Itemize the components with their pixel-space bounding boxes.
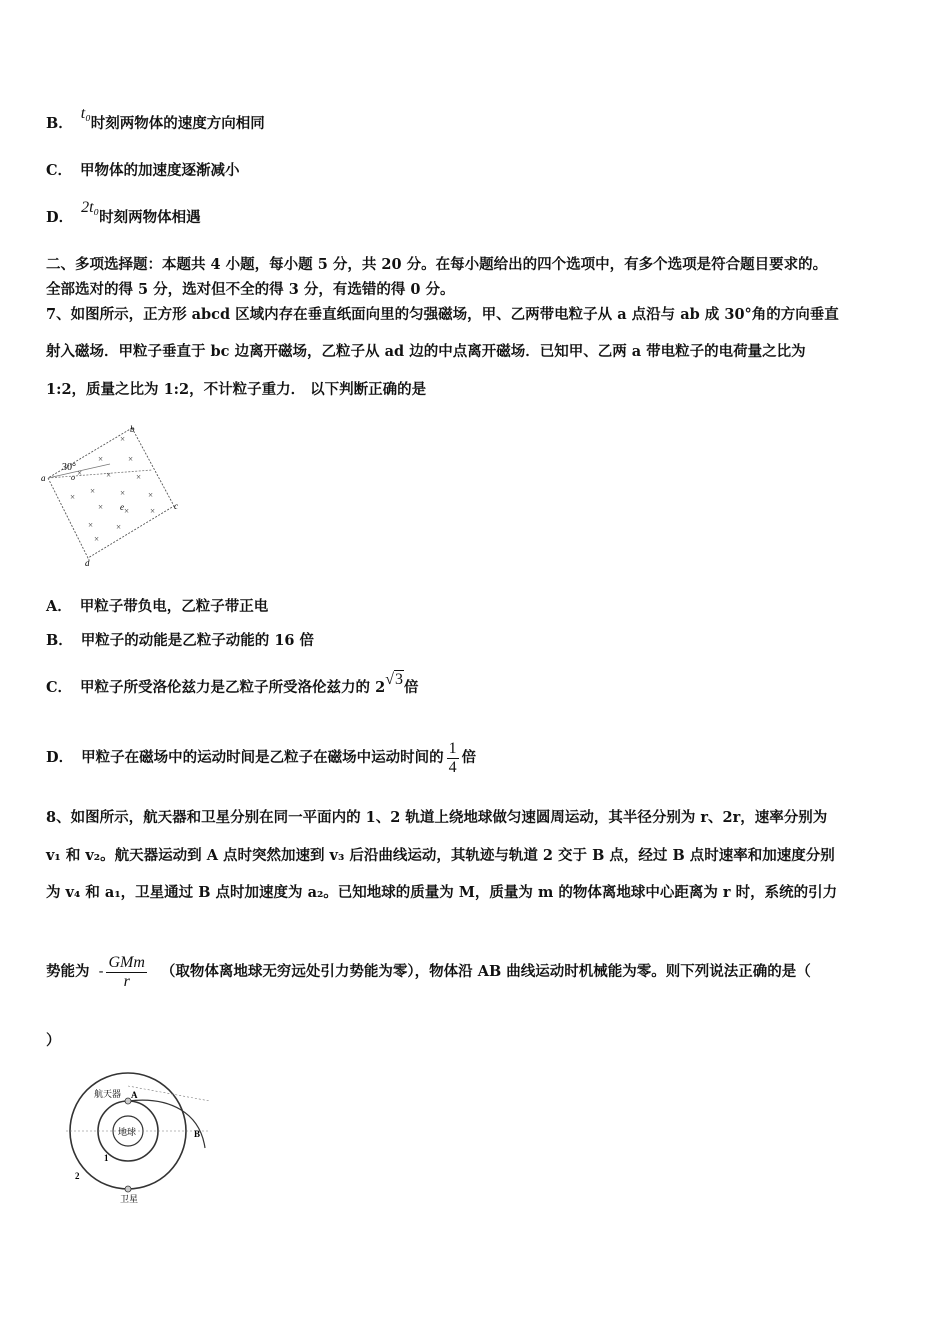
q7-square-field-figure [40,418,190,568]
option-tail: 倍 [403,679,419,696]
label-A: A [131,1090,138,1100]
q6-option-d [46,199,201,228]
label-angle: 30° [62,462,76,473]
option-label: A． [46,598,72,615]
label-spacecraft: 航天器 [94,1089,122,1099]
q8-line4 [46,944,811,1000]
label-a: a [41,473,46,483]
q8-line2: v₁ 和 v₂。航天器运动到 A 点时突然加速到 v₃ 后沿曲线运动，其轨迹与轨道 2 交于 B 点，经过 B 点时速率和加速度分别 [46,847,835,864]
label-satellite: 卫星 [120,1194,139,1204]
cross-mark: × [148,490,154,500]
label-c: c [174,501,178,511]
option-label: C． [46,679,73,696]
q7-line2: 射入磁场．甲粒子垂直于 bc 边离开磁场，乙粒子从 ad 边的中点离开磁场．已知甲、乙两 a 带电粒子的电荷量之比为 [46,343,806,360]
q8-line5: ） [46,1032,61,1049]
label-d: d [85,558,90,568]
fraction-denominator: r [123,972,130,990]
option-text: 甲物体的加速度逐渐减小 [80,162,240,179]
label-b: b [130,424,135,434]
label-orbit1: 1 [104,1153,109,1163]
cross-mark: × [124,506,130,516]
section2-line1: 二、多项选择题：本题共 4 小题，每小题 5 分，共 20 分。在每小题给出的四个选项中，有多个选项是符合题目要求的。 [46,256,828,273]
option-text: 甲粒子的动能是乙粒子动能的 16 倍 [80,632,315,649]
cross-mark: × [98,502,104,512]
q8-line3: 为 v₄ 和 a₁，卫星通过 B 点时加速度为 a₂。已知地球的质量为 M，质量为 m 的物体离地球中心距离为 r 时，系统的引力 [46,884,838,901]
q6-option-b [46,105,265,134]
q7-option-d [46,730,476,786]
label-orbit2: 2 [75,1171,80,1181]
q6-option-c [46,161,240,181]
q8-orbit-figure [60,1068,220,1208]
sqrt-radicand: 3 [394,671,403,688]
section2-line2: 全部选对的得 5 分，选对但不全的得 3 分，有选错的得 0 分。 [46,281,455,298]
option-text: 时刻两物体的速度方向相同 [90,115,265,132]
cross-mark: × [128,454,134,464]
q8-line1: 8、如图所示，航天器和卫星分别在同一平面内的 1、2 轨道上绕地球做匀速圆周运动，其半径分别为 r、2r，速率分别为 [46,809,828,826]
cross-mark: × [150,506,156,516]
fraction-numerator: GMm [108,953,145,971]
line4-post: （取物体离地球无穷远处引力势能为零），物体沿 AB 曲线运动时机械能为零。则下列说法正确的是（ [160,963,811,980]
minus-sign: - [98,964,104,980]
cross-mark: × [90,486,96,496]
cross-mark: × [98,454,104,464]
option-label: C． [46,162,73,179]
q7-option-b [46,631,314,651]
fraction-denominator: 4 [448,758,457,776]
option-label: B． [46,115,73,132]
option-text: 甲粒子在磁场中的运动时间是乙粒子在磁场中运动时间的 [81,749,444,766]
cross-mark: × [77,468,83,478]
label-B: B [194,1129,201,1139]
q7-option-c [46,671,419,698]
sqrt-expr: √3 [385,671,403,688]
option-label: B． [46,632,73,649]
option-text: 甲粒子带负电，乙粒子带正电 [79,598,269,615]
option-tail: 倍 [461,749,477,766]
option-text: 时刻两物体相遇 [99,209,201,226]
cross-mark: × [120,434,126,444]
q7-option-a [46,597,268,617]
option-label: D． [46,749,74,766]
cross-mark: × [88,520,94,530]
q7-line1: 7、如图所示，正方形 abcd 区域内存在垂直纸面向里的匀强磁场，甲、乙两带电粒子从 a 点沿与 ab 成 30°角的方向垂直 [46,306,839,323]
cross-mark: × [70,492,76,502]
cross-mark: × [136,472,142,482]
fraction-numerator: 1 [448,739,457,757]
option-text: 甲粒子所受洛伦兹力是乙粒子所受洛伦兹力的 2 [80,679,386,696]
line4-pre: 势能为 [46,963,90,980]
label-e: e [120,502,124,512]
math-2t0: 2t₀ [81,199,100,216]
cross-mark: × [116,522,122,532]
potential-fraction [106,954,146,991]
q7-line3: 1:2，质量之比为 1:2，不计粒子重力． 以下判断正确的是 [46,381,427,398]
option-label: D． [46,209,74,226]
math-t0: t₀ [80,105,91,122]
cross-mark: × [106,470,112,480]
label-o: o [71,473,75,482]
fraction [447,740,459,777]
cross-mark: × [94,534,100,544]
label-earth: 地球 [118,1127,137,1137]
cross-mark: × [120,488,126,498]
